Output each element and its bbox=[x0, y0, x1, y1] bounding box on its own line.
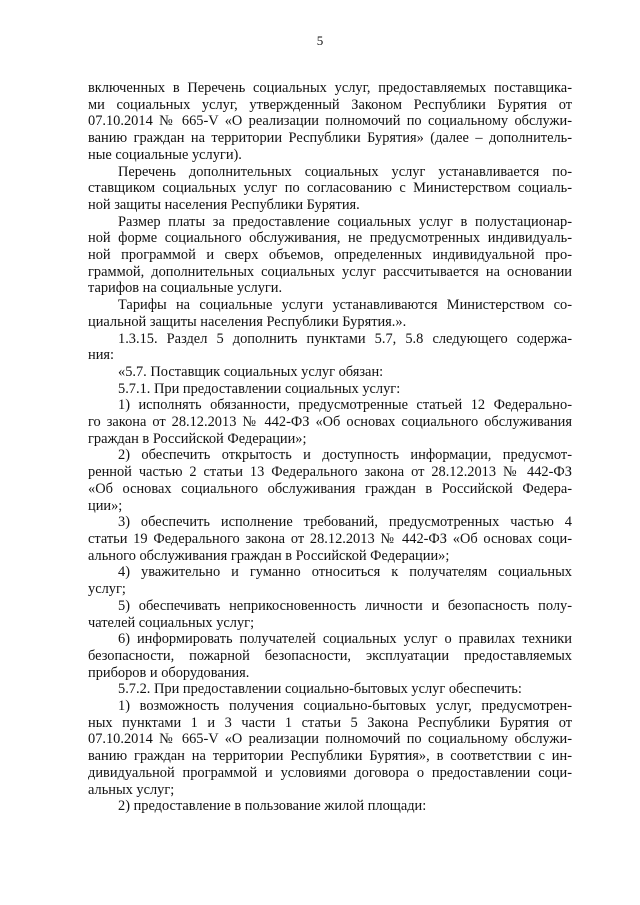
text-line: ной форме социального обслуживания, не предусмотренных индивидуаль- bbox=[88, 230, 572, 247]
text-line: 1.3.15. Раздел 5 дополнить пунктами 5.7, 5.8 следующего содержа- bbox=[118, 330, 572, 347]
text-line: ренной частью 2 статьи 13 Федерального закона от 28.12.2013 № 442-ФЗ bbox=[88, 464, 572, 481]
paragraph bbox=[88, 164, 572, 214]
paragraph bbox=[88, 798, 572, 815]
page-number: 5 bbox=[316, 33, 324, 48]
paragraph bbox=[88, 681, 572, 698]
text-line: ния: bbox=[88, 347, 115, 364]
text-line: ставщиком социальных услуг по согласованию с Министерством социаль- bbox=[88, 180, 572, 197]
text-line: 4) уважительно и гуманно относиться к получателям социальных bbox=[118, 564, 572, 581]
paragraph bbox=[88, 331, 572, 364]
text-line: 2) предоставление в пользование жилой площади: bbox=[118, 798, 427, 815]
document-body bbox=[88, 80, 572, 815]
text-line: 3) обеспечить исполнение требований, предусмотренных частью 4 bbox=[118, 514, 572, 531]
text-line: приборов и оборудования. bbox=[88, 664, 250, 681]
text-line: ванию граждан на территории Республики Бурятия», в соответствии с ин- bbox=[88, 748, 572, 765]
paragraph bbox=[88, 631, 572, 681]
text-line: статьи 19 Федерального закона от 28.12.2013 № 442-ФЗ «Об основах соци- bbox=[88, 530, 572, 547]
text-line: ной программой и сверх объемов, определенных индивидуальной про- bbox=[88, 247, 572, 264]
text-line: циальной защиты населения Республики Бурятия.». bbox=[88, 313, 407, 330]
text-line: ные социальные услуги). bbox=[88, 146, 242, 163]
text-line: ванию граждан на территории Республики Бурятия» (далее – дополнитель- bbox=[88, 130, 572, 147]
text-line: 07.10.2014 № 665-V «О реализации полномочий по социальному обслужи- bbox=[88, 113, 572, 130]
text-line: услуг; bbox=[88, 581, 126, 598]
text-line: Размер платы за предоставление социальных услуг в полустационар- bbox=[118, 213, 572, 230]
paragraph bbox=[88, 514, 572, 564]
text-line: ального обслуживания граждан в Российской Федерации»; bbox=[88, 547, 450, 564]
text-line: «5.7. Поставщик социальных услуг обязан: bbox=[118, 363, 384, 380]
text-line: 5.7.2. При предоставлении социально-бытовых услуг обеспечить: bbox=[118, 681, 522, 698]
paragraph bbox=[88, 381, 572, 398]
text-line: тарифов на социальные услуги. bbox=[88, 280, 283, 297]
text-line: Тарифы на социальные услуги устанавливаются Министерством со- bbox=[118, 297, 572, 314]
paragraph bbox=[88, 447, 572, 514]
text-line: го закона от 28.12.2013 № 442-ФЗ «Об основах социального обслуживания bbox=[88, 414, 572, 431]
text-line: ных пунктами 1 и 3 части 1 статьи 5 Закона Республики Бурятия от bbox=[88, 714, 572, 731]
text-line: «Об основах социального обслуживания граждан в Российской Федера- bbox=[88, 480, 572, 497]
text-line: ной защиты населения Республики Бурятия. bbox=[88, 196, 360, 213]
paragraph bbox=[88, 564, 572, 597]
text-line: 07.10.2014 № 665-V «О реализации полномочий по социальному обслужи- bbox=[88, 731, 572, 748]
paragraph bbox=[88, 397, 572, 447]
text-line: 6) информировать получателей социальных услуг о правилах техники bbox=[118, 631, 572, 648]
text-line: 5) обеспечивать неприкосновенность личности и безопасность полу- bbox=[118, 597, 572, 614]
text-line: Перечень дополнительных социальных услуг устанавливается по- bbox=[118, 163, 572, 180]
text-line: ми социальных услуг, утвержденный Законом Республики Бурятия от bbox=[88, 96, 572, 113]
text-line: включенных в Перечень социальных услуг, предоставляемых поставщика- bbox=[88, 80, 572, 96]
paragraph bbox=[88, 297, 572, 330]
text-line: ции»; bbox=[88, 497, 123, 514]
paragraph bbox=[88, 214, 572, 298]
text-line: альных услуг; bbox=[88, 781, 175, 798]
paragraph bbox=[88, 80, 572, 164]
text-line: чателей социальных услуг; bbox=[88, 614, 255, 631]
paragraph bbox=[88, 364, 572, 381]
text-line: граммой, дополнительных социальных услуг рассчитывается на основании bbox=[88, 263, 572, 280]
text-line: 5.7.1. При предоставлении социальных услуг: bbox=[118, 380, 401, 397]
text-line: дивидуальной программой и условиями договора о предоставлении соци- bbox=[88, 764, 572, 781]
paragraph bbox=[88, 698, 572, 798]
text-line: безопасности, пожарной безопасности, эксплуатации предоставляемых bbox=[88, 647, 572, 664]
text-line: граждан в Российской Федерации»; bbox=[88, 430, 307, 447]
text-line: 2) обеспечить открытость и доступность информации, предусмот- bbox=[118, 447, 572, 464]
paragraph bbox=[88, 598, 572, 631]
text-line: 1) исполнять обязанности, предусмотренные статьей 12 Федерально- bbox=[118, 397, 572, 414]
text-line: 1) возможность получения социально-бытовых услуг, предусмотрен- bbox=[118, 698, 572, 715]
